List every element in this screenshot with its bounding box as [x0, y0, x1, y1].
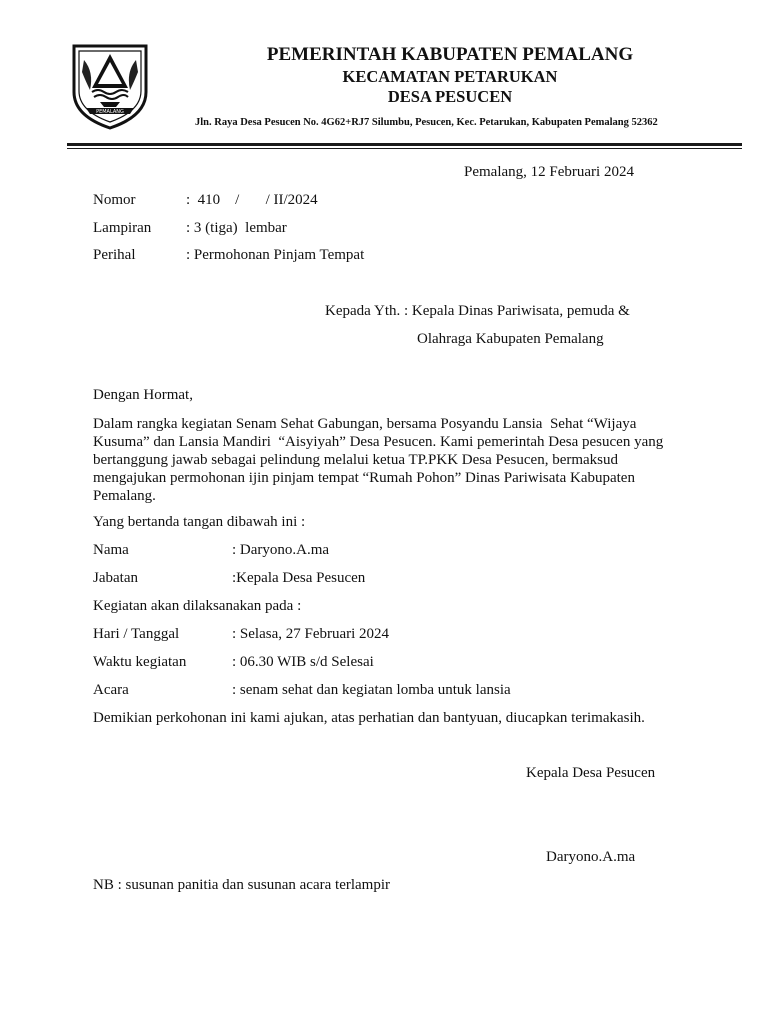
waktu-label: Waktu kegiatan [93, 654, 187, 670]
header-address: Jln. Raya Desa Pesucen No. 4G62+RJ7 Silumbu, Pesucen, Kec. Petarukan, Kabupaten Pemalang 52362 [195, 117, 658, 128]
header-government-title: PEMERINTAH KABUPATEN PEMALANG [266, 44, 634, 65]
event-intro: Kegiatan akan dilaksanakan pada : [93, 598, 302, 614]
acara-value: : senam sehat dan kegiatan lomba untuk lansia [232, 682, 511, 698]
signature-title: Kepala Desa Pesucen [526, 765, 656, 781]
recipient-line-1: Kepada Yth. : Kepala Dinas Pariwisata, pemuda & [325, 303, 630, 319]
header-divider-thick [67, 143, 742, 146]
emblem-ribbon-text: PEMALANG [96, 109, 124, 115]
header-village-title: DESA PESUCEN [387, 87, 513, 106]
recipient-line-2: Olahraga Kabupaten Pemalang [417, 331, 604, 347]
signature-name: Daryono.A.ma [546, 849, 636, 865]
nama-label: Nama [93, 542, 129, 558]
greeting: Dengan Hormat, [93, 387, 193, 403]
hari-value: : Selasa, 27 Februari 2024 [232, 626, 390, 642]
jabatan-value: :Kepala Desa Pesucen [232, 570, 366, 586]
lampiran-label: Lampiran [93, 220, 152, 236]
hari-label: Hari / Tanggal [93, 626, 180, 642]
acara-label: Acara [93, 682, 129, 698]
waktu-value: : 06.30 WIB s/d Selesai [232, 654, 374, 670]
attachment-note: NB : susunan panitia dan susunan acara terlampir [93, 877, 390, 893]
body-paragraph: Dalam rangka kegiatan Senam Sehat Gabungan, bersama Posyandu Lansia Sehat “Wijaya Kusuma” dan Lansia Mandiri “Aisyiyah” Desa Pesucen. Kami pemerintah Desa pesucen yang bertanggung jawab sebagai pelindung melalui ketua TP.PKK Desa Pesucen, bermaksud mengajukan permohonan ijin pinjam tempat “Rumah Pohon” Dinas Pariwisata Kabupaten Pemalang. [93, 416, 667, 504]
lampiran-value: : 3 (tiga) lembar [186, 220, 287, 236]
perihal-value: : Permohonan Pinjam Tempat [186, 247, 365, 263]
header-district-title: KECAMATAN PETARUKAN [342, 67, 558, 86]
perihal-label: Perihal [93, 247, 136, 263]
jabatan-label: Jabatan [93, 570, 138, 586]
closing-sentence: Demikian perkohonan ini kami ajukan, atas perhatian dan bantyuan, diucapkan terimakasih. [93, 710, 645, 726]
nama-value: : Daryono.A.ma [232, 542, 330, 558]
nomor-value: : 410 / / II/2024 [186, 192, 318, 208]
signer-intro: Yang bertanda tangan dibawah ini : [93, 514, 306, 530]
letter-date: Pemalang, 12 Februari 2024 [464, 164, 634, 180]
regency-emblem-icon [70, 42, 150, 130]
nomor-label: Nomor [93, 192, 136, 208]
header-divider-thin [67, 148, 742, 149]
